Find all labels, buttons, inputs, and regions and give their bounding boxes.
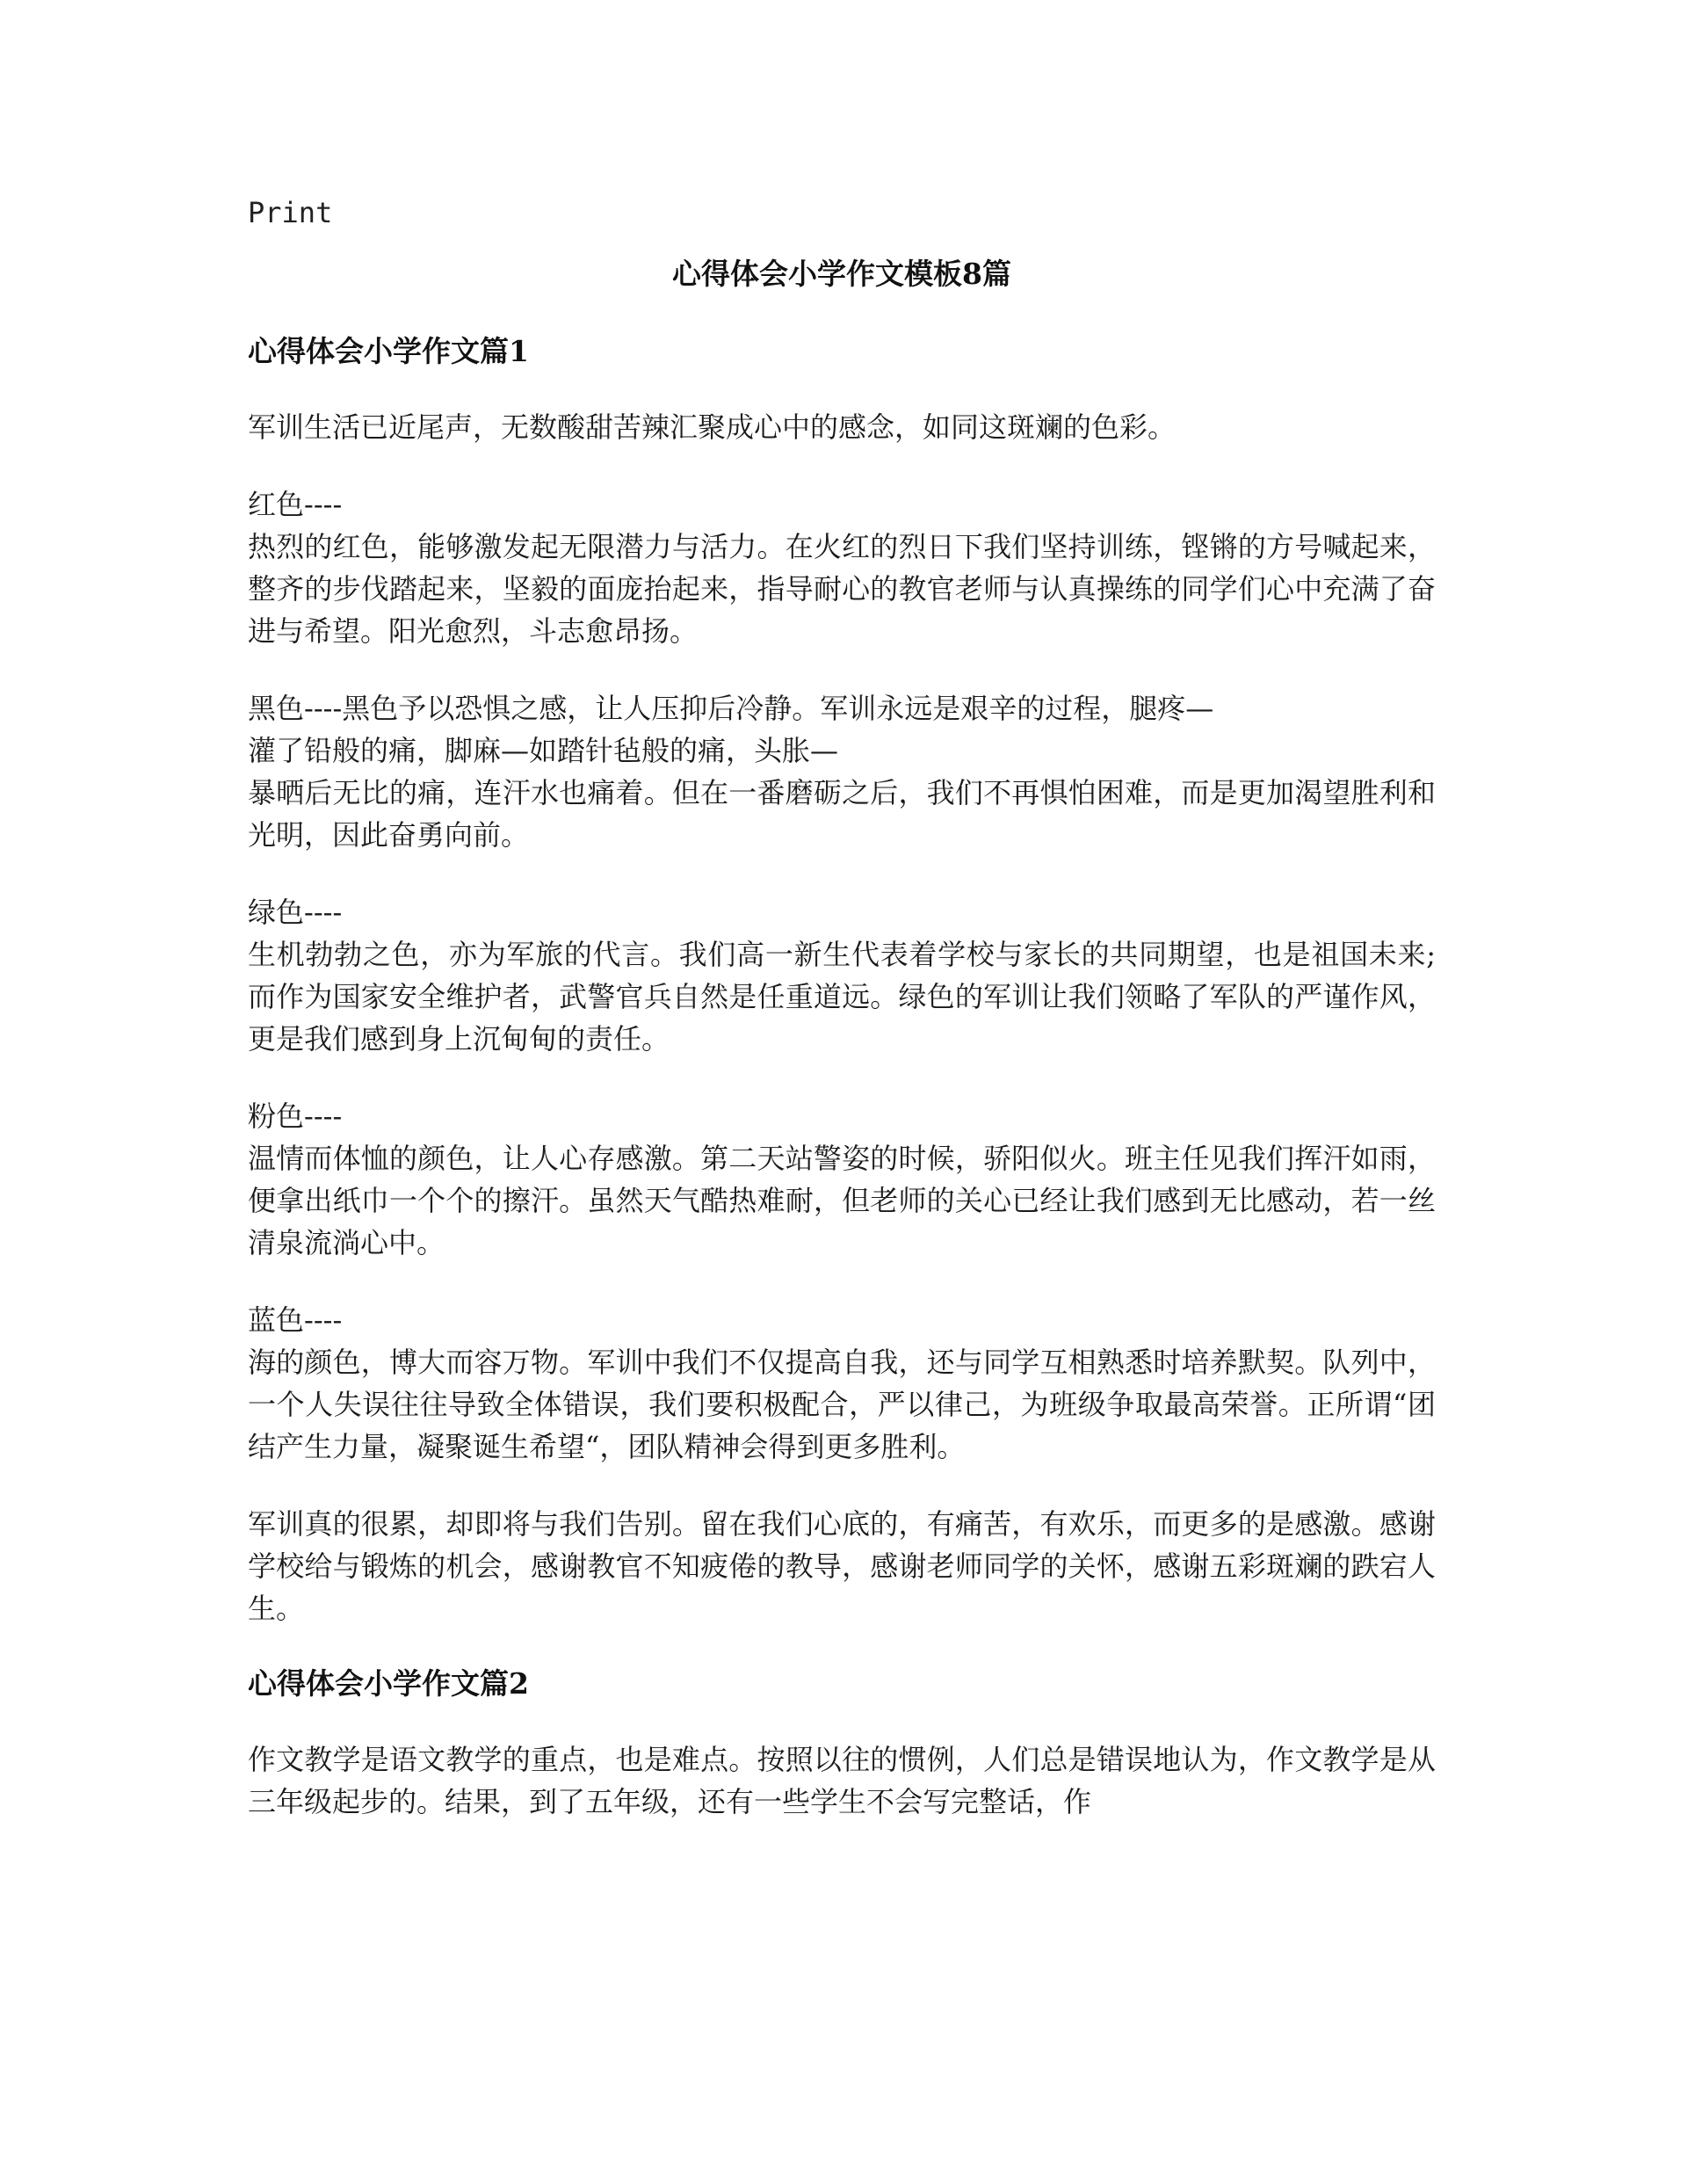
section-1-heading: 心得体会小学作文篇1 bbox=[248, 334, 529, 368]
section-1-closing: 军训真的很累，却即将与我们告别。留在我们心底的，有痛苦，有欢乐，而更多的是感激。感谢学校给与锻炼的机会，感谢教官不知疲倦的教导，感谢老师同学的关怀，感谢五彩斑斓的跌宕人生。 bbox=[248, 1507, 1436, 1625]
section-2-heading: 心得体会小学作文篇2 bbox=[248, 1666, 529, 1701]
print-label: Print bbox=[248, 196, 333, 229]
section-1-intro: 军训生活已近尾声，无数酸甜苦辣汇聚成心中的感念，如同这斑斓的色彩。 bbox=[248, 410, 1177, 444]
black-text-line-1: 黑色----黑色予以恐惧之感，让人压抑后冷静。军训永远是艰辛的过程，腿疼— bbox=[248, 692, 1214, 725]
blue-label: 蓝色---- bbox=[248, 1303, 343, 1337]
green-label: 绿色---- bbox=[248, 896, 343, 929]
green-paragraph bbox=[248, 891, 1436, 1060]
red-text: 热烈的红色，能够激发起无限潜力与活力。在火红的烈日下我们坚持训练，铿锵的方号喊起来，整齐的步伐踏起来，坚毅的面庞抬起来，指导耐心的教官老师与认真操练的同学们心中充满了奋进与希望。阳光愈烈，斗志愈昂扬。 bbox=[248, 530, 1436, 648]
red-label: 红色---- bbox=[248, 488, 343, 521]
blue-text: 海的颜色，博大而容万物。军训中我们不仅提高自我，还与同学互相熟悉时培养默契。队列中，一个人失误往往导致全体错误，我们要积极配合，严以律己，为班级争取最高荣誉。正所谓“团结产生力量，凝聚诞生希望“，团队精神会得到更多胜利。 bbox=[248, 1346, 1436, 1463]
green-text: 生机勃勃之色，亦为军旅的代言。我们高一新生代表着学校与家长的共同期望，也是祖国未来;而作为国家安全维护者，武警官兵自然是任重道远。绿色的军训让我们领略了军队的严谨作风，更是我们感到身上沉甸甸的责任。 bbox=[248, 938, 1436, 1056]
pink-paragraph bbox=[248, 1095, 1436, 1264]
blue-paragraph bbox=[248, 1299, 1436, 1468]
document-title: 心得体会小学作文模板8篇 bbox=[672, 257, 1011, 291]
red-paragraph bbox=[248, 483, 1436, 652]
black-paragraph bbox=[248, 687, 1436, 856]
black-text-line-3: 暴晒后无比的痛，连汗水也痛着。但在一番磨砺之后，我们不再惧怕困难，而是更加渴望胜利和光明，因此奋勇向前。 bbox=[248, 776, 1436, 852]
black-text-line-2: 灌了铅般的痛，脚麻—如踏针毡般的痛，头胀— bbox=[248, 734, 839, 767]
pink-label: 粉色---- bbox=[248, 1099, 343, 1133]
pink-text: 温情而体恤的颜色，让人心存感激。第二天站警姿的时候，骄阳似火。班主任见我们挥汗如雨，便拿出纸巾一个个的擦汗。虽然天气酷热难耐，但老师的关心已经让我们感到无比感动，若一丝清泉流淌心中。 bbox=[248, 1142, 1436, 1259]
section-2-intro: 作文教学是语文教学的重点，也是难点。按照以往的惯例，人们总是错误地认为，作文教学是从三年级起步的。结果，到了五年级，还有一些学生不会写完整话，作 bbox=[248, 1743, 1436, 1818]
document-page bbox=[248, 195, 1436, 1858]
